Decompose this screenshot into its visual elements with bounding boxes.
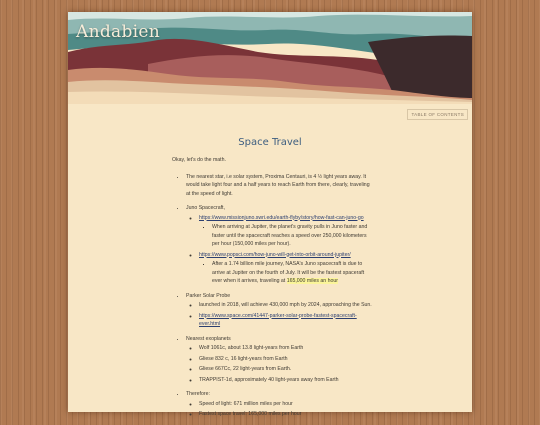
juno-note-2: After a 1.74 billion mile journey, NASA's Juno spacecraft is due to arrive at Jupiter on the fourth of July. It will be the fastest spaceraft ever when it arrives, traveling at <box>212 261 365 284</box>
list-item-juno <box>186 204 372 286</box>
list-item-parker <box>186 292 372 329</box>
exoplanet-item: ◦ Wolf 1061c, about 13.8 light-years from Earth <box>199 344 372 353</box>
site-title[interactable]: Andabien <box>76 22 160 42</box>
juno-note-1-list <box>199 223 372 249</box>
therefore-label: Therefore: <box>186 391 210 397</box>
main-list <box>172 173 372 419</box>
intro-paragraph: Okay, let's do the math. <box>172 157 226 163</box>
juno-note-1: When arriving at Jupiter, the planet's gravity pulls in Juno faster and faster until the spacecraft reaches a speed over 250,000 kilometers per hour (150,000 miles per hour). <box>212 224 368 247</box>
parker-label: Parker Solar Probe <box>186 292 231 299</box>
blog-page <box>68 12 472 417</box>
juno-note-2-list <box>199 260 372 286</box>
juno-label: Juno Spacecraft, <box>186 205 225 211</box>
juno-link-2[interactable]: https://www.popsci.com/how-juno-will-get-into-orbit-around-jupiter/ <box>199 251 351 258</box>
list-item-exoplanets <box>186 335 372 385</box>
therefore-sublist <box>186 400 372 419</box>
therefore-item: ◦ Speed of light: 671 million miles per hour <box>199 400 372 409</box>
post-content <box>172 156 372 425</box>
list-item-juno-note-2 <box>212 260 372 286</box>
exoplanet-item: ◦ TRAPPIST-1d, approximately 40 light-years away from Earth <box>199 376 372 385</box>
nearest-star-text: The nearest star, i.e solar system, Proxima Centauri, is 4 ½ light years away. It would take light four and a half years to reach Earth from there, clearly, traveling at the speed of light. <box>186 173 370 197</box>
list-item-juno-note-1 <box>212 223 372 249</box>
exoplanets-label: Nearest exoplanets <box>186 335 231 342</box>
list-item-juno-link-1 <box>199 214 372 249</box>
parker-link[interactable]: https://www.space.com/41447-parker-solar-probe-fastest-spacecraft-ever.html <box>199 312 357 327</box>
list-item-therefore <box>186 390 372 419</box>
exoplanet-item: ◦ Gliese 832 c, 16 light-years from Earth <box>199 355 372 364</box>
therefore-item: ◦ Fastest space travel: 165,000 miles per hour <box>199 410 372 419</box>
parker-note: launched in 2018, will achieve 430,000 mph by 2024, approaching the Sun. <box>199 302 372 308</box>
post-title: Space Travel <box>238 137 302 148</box>
juno-link-1[interactable]: https://www.missionjuno.swri.edu/earth-flyby/story/how-fast-can-juno-go <box>199 214 364 221</box>
list-item-juno-link-2 <box>199 251 372 286</box>
juno-sublist <box>186 214 372 286</box>
list-item-parker-link <box>199 312 372 329</box>
table-of-contents-button[interactable]: TABLE OF CONTENTS <box>407 109 468 120</box>
list-item-parker-note <box>199 301 372 310</box>
exoplanets-sublist <box>186 344 372 384</box>
exoplanet-item: ◦ Gliese 667Cc, 22 light-years from Earth. <box>199 365 372 374</box>
list-item-nearest-star <box>186 173 372 199</box>
header-banner <box>68 12 472 104</box>
parker-sublist <box>186 301 372 329</box>
juno-speed-highlight: 165,000 miles an hour <box>286 278 339 284</box>
